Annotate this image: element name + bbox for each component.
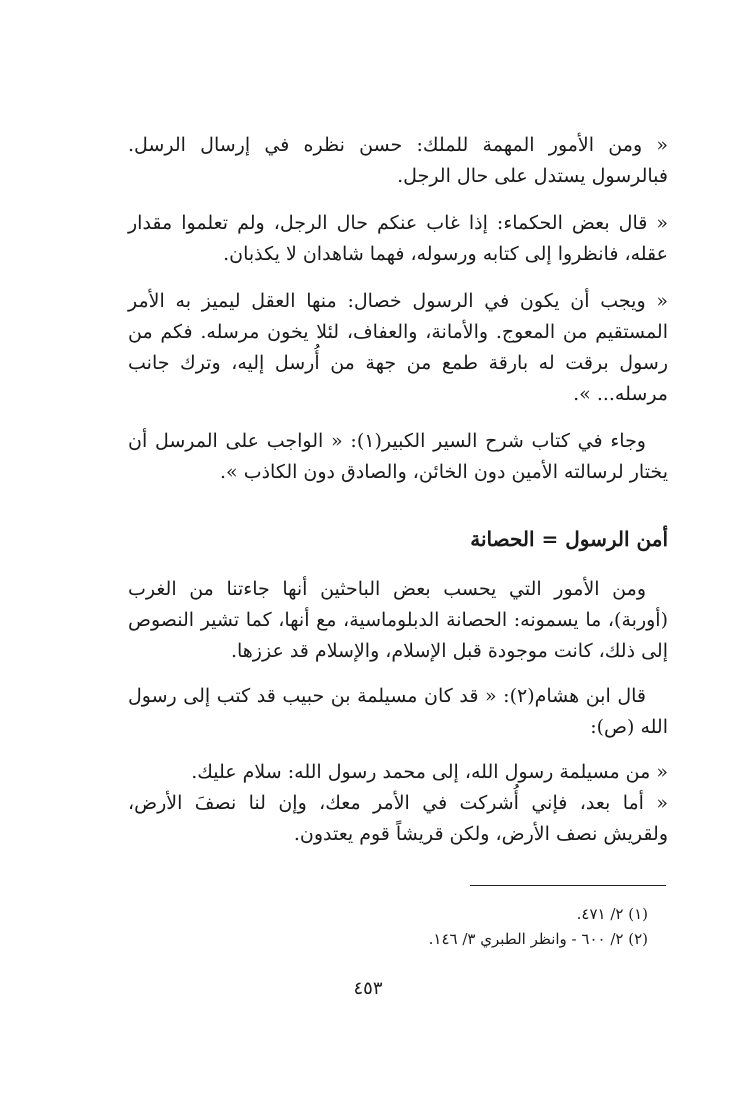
page-number: ٤٥٣	[353, 978, 383, 999]
paragraph-6: قال ابن هشام(٢): « قد كان مسيلمة بن حبيب قد كتب إلى رسول الله (ص):	[128, 685, 668, 738]
paragraph-7: « من مسيلمة رسول الله، إلى محمد رسول الله: سلام عليك.	[191, 761, 668, 783]
paragraph-4: وجاء في كتاب شرح السير الكبير(١): « الواجب على المرسل أن يختار لرسالته الأمين دون الخائن، والصادق دون الكاذب ».	[128, 430, 668, 483]
paragraph-2: « قال بعض الحكماء: إذا غاب عنكم حال الرجل، ولم تعلموا مقدار عقله، فانظروا إلى كتابه ورسوله، فهما شاهدان لا يكذبان.	[128, 212, 668, 265]
paragraph-5: ومن الأمور التي يحسب بعض الباحثين أنها جاءتنا من الغرب (أوربة)، ما يسمونه: الحصانة الدبلوماسية، مع أنها، كما تشير النصوص إلى ذلك، كانت موجودة قبل الإسلام، والإسلام قد عززها.	[128, 578, 668, 662]
paragraph-1: « ومن الأمور المهمة للملك: حسن نظره في إرسال الرسل. فبالرسول يستدل على حال الرجل.	[128, 134, 668, 187]
footnote-divider	[470, 885, 666, 886]
page-body	[128, 130, 668, 850]
footnotes	[300, 902, 648, 952]
footnote-2: (٢) ٢/ ٦٠٠ - وانظر الطبري ٣/ ١٤٦.	[428, 930, 648, 948]
footnote-1: (١) ٢/ ٤٧١.	[576, 905, 648, 923]
section-heading: أمن الرسول = الحصانة	[470, 527, 668, 551]
paragraph-8: « أما بعد، فإني أُشركت في الأمر معك، وإن لنا نصفَ الأرض، ولقريش نصف الأرض، ولكن قريشاً قوم يعتدون.	[128, 792, 668, 845]
paragraph-3: « ويجب أن يكون في الرسول خصال: منها العقل ليميز به الأمر المستقيم من المعوج. والأمانة، والعفاف، لئلا يخون مرسله. فكم من رسول برقت له بارقة طمع من جهة من أُرسل إليه، وترك جانب مرسله... ».	[128, 290, 668, 405]
